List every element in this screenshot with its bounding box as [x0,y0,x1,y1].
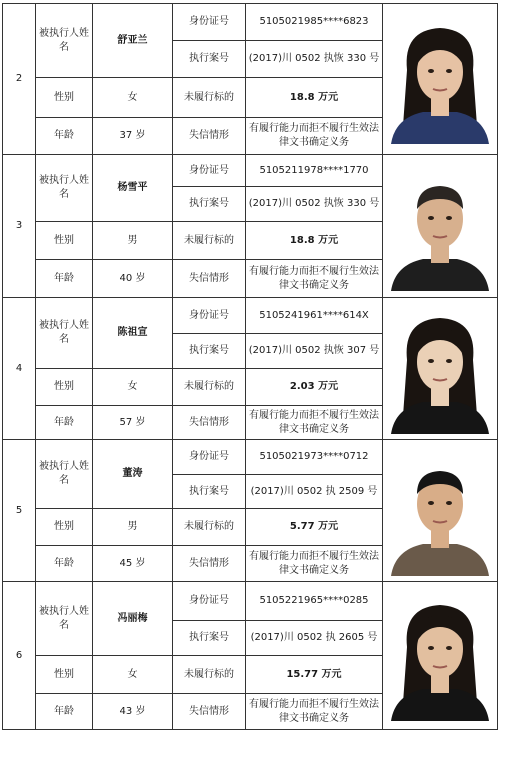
person-name: 冯丽梅 [93,582,173,656]
label-id: 身份证号 [173,440,246,475]
table-row [3,155,498,187]
label-discredit: 失信情形 [173,546,246,582]
amount-value: 18.8 万元 [246,222,383,260]
gender-value: 男 [93,222,173,260]
label-name: 被执行人姓名 [36,582,93,656]
discredit-value: 有履行能力而拒不履行生效法律文书确定义务 [246,406,383,440]
row-index: 3 [3,155,36,298]
table-row [3,298,498,334]
label-amount: 未履行标的 [173,509,246,546]
row-index: 4 [3,298,36,440]
gender-value: 女 [93,656,173,694]
label-discredit: 失信情形 [173,694,246,730]
portrait-photo [385,446,495,576]
label-age: 年龄 [36,406,93,440]
discredit-value: 有履行能力而拒不履行生效法律文书确定义务 [246,546,383,582]
gender-value: 男 [93,509,173,546]
id-number: 5105021985****6823 [246,4,383,41]
label-name: 被执行人姓名 [36,4,93,78]
age-value: 45 岁 [93,546,173,582]
label-gender: 性别 [36,509,93,546]
label-age: 年龄 [36,694,93,730]
label-amount: 未履行标的 [173,78,246,118]
debtor-table [2,3,498,730]
portrait-photo [385,304,495,434]
label-id: 身份证号 [173,582,246,621]
id-number: 5105221965****0285 [246,582,383,621]
amount-value: 5.77 万元 [246,509,383,546]
portrait-photo [385,14,495,144]
discredit-value: 有履行能力而拒不履行生效法律文书确定义务 [246,118,383,155]
row-index: 6 [3,582,36,730]
label-gender: 性别 [36,656,93,694]
gender-value: 女 [93,369,173,406]
row-index: 2 [3,4,36,155]
discredit-value: 有履行能力而拒不履行生效法律文书确定义务 [246,694,383,730]
photo-cell [383,440,498,582]
person-name: 陈祖宣 [93,298,173,369]
case-number: (2017)川 0502 执恢 307 号 [246,334,383,369]
table-row [3,582,498,621]
label-case: 执行案号 [173,475,246,509]
table-row [3,440,498,475]
row-index: 5 [3,440,36,582]
age-value: 43 岁 [93,694,173,730]
photo-cell [383,155,498,298]
label-name: 被执行人姓名 [36,440,93,509]
label-case: 执行案号 [173,41,246,78]
label-gender: 性别 [36,222,93,260]
label-case: 执行案号 [173,187,246,222]
amount-value: 18.8 万元 [246,78,383,118]
amount-value: 15.77 万元 [246,656,383,694]
photo-cell [383,4,498,155]
table-row [3,4,498,41]
age-value: 57 岁 [93,406,173,440]
person-name: 舒亚兰 [93,4,173,78]
label-amount: 未履行标的 [173,222,246,260]
amount-value: 2.03 万元 [246,369,383,406]
label-gender: 性别 [36,78,93,118]
age-value: 40 岁 [93,260,173,298]
label-id: 身份证号 [173,298,246,334]
label-age: 年龄 [36,546,93,582]
label-case: 执行案号 [173,621,246,656]
case-number: (2017)川 0502 执 2605 号 [246,621,383,656]
gender-value: 女 [93,78,173,118]
discredit-value: 有履行能力而拒不履行生效法律文书确定义务 [246,260,383,298]
label-age: 年龄 [36,118,93,155]
label-discredit: 失信情形 [173,406,246,440]
portrait-photo [385,591,495,721]
case-number: (2017)川 0502 执 2509 号 [246,475,383,509]
label-amount: 未履行标的 [173,369,246,406]
photo-cell [383,582,498,730]
label-id: 身份证号 [173,4,246,41]
age-value: 37 岁 [93,118,173,155]
label-gender: 性别 [36,369,93,406]
label-name: 被执行人姓名 [36,298,93,369]
photo-cell [383,298,498,440]
debtor-table-body [3,4,498,730]
person-name: 董涛 [93,440,173,509]
id-number: 5105211978****1770 [246,155,383,187]
case-number: (2017)川 0502 执恢 330 号 [246,41,383,78]
label-id: 身份证号 [173,155,246,187]
label-name: 被执行人姓名 [36,155,93,222]
id-number: 5105241961****614X [246,298,383,334]
label-case: 执行案号 [173,334,246,369]
label-amount: 未履行标的 [173,656,246,694]
case-number: (2017)川 0502 执恢 330 号 [246,187,383,222]
portrait-photo [385,161,495,291]
id-number: 5105021973****0712 [246,440,383,475]
label-discredit: 失信情形 [173,260,246,298]
label-discredit: 失信情形 [173,118,246,155]
person-name: 杨雪平 [93,155,173,222]
label-age: 年龄 [36,260,93,298]
